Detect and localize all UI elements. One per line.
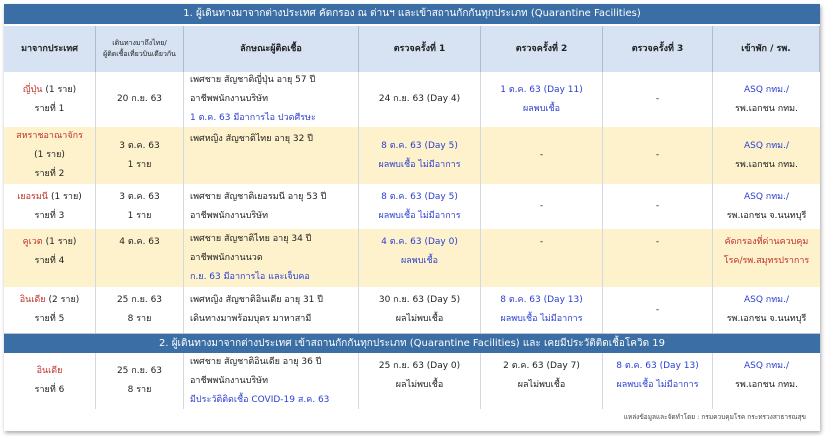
- facility-cell: [713, 287, 820, 333]
- test2-cell: [481, 229, 603, 287]
- test1-date: 8 ต.ค. 63 (Day 5): [381, 191, 458, 202]
- section-2-title: 2. ผู้เดินทางมาจากต่างประเทศ เข้าสถานกักกันทุกประเภท (Quarantine Facilities) และ เคยมีประวัติติดเชื้อโควิด 19: [4, 334, 820, 353]
- profile-line1: เพศชาย สัญชาติอินเดีย อายุ 36 ปี: [190, 356, 322, 367]
- arrival-cell: [96, 353, 184, 409]
- table-row: [4, 229, 820, 288]
- test3-date: -: [655, 94, 660, 104]
- header-origin: มาจากประเทศ: [4, 26, 96, 72]
- facility-asq: ASQ กทม./: [743, 84, 790, 95]
- test2-result: ผลพบเชื้อ ไม่มีอาการ: [500, 314, 583, 324]
- profile-cell: [184, 353, 359, 409]
- facility-hospital: รพ.เอกชน กทม.: [735, 159, 798, 170]
- test3-date: -: [655, 150, 660, 160]
- table-row: [4, 353, 820, 409]
- arrival-cell: [96, 127, 184, 184]
- header-travel-line2: ผู้ติดเชื้อเที่ยวบินเดียวกัน: [103, 50, 176, 58]
- test1-cell: [359, 229, 481, 287]
- arrival-date: 4 ต.ค. 63: [119, 237, 160, 247]
- test1-cell: [359, 72, 481, 127]
- profile-line1: เพศชาย สัญชาติญี่ปุ่น อายุ 57 ปี: [190, 75, 316, 85]
- facility-asq: ASQ กทม./: [743, 140, 790, 151]
- test1-result: ผลพบเชื้อ ไม่มีอาการ: [378, 159, 461, 170]
- test3-date: 8 ต.ค. 63 (Day 13): [616, 361, 699, 371]
- country-name: ญี่ปุ่น: [22, 84, 43, 95]
- header-test3: ตรวจครั้งที่ 3: [603, 26, 713, 72]
- table-header: [4, 26, 820, 73]
- test2-cell: [481, 184, 603, 229]
- profile-line1: เพศหญิง สัญชาติไทย อายุ 32 ปี: [190, 134, 313, 144]
- test3-cell: [603, 127, 713, 184]
- test3-cell: [603, 72, 713, 127]
- facility-asq: ASQ กทม./: [743, 361, 790, 371]
- arrival-date: 3 ต.ค. 63: [119, 140, 160, 151]
- profile-line2: อาชีพพนักงานบริษัท: [190, 375, 269, 386]
- test3-date: -: [655, 237, 660, 247]
- facility-cell: [713, 229, 820, 287]
- test2-cell: [481, 72, 603, 127]
- profile-symptom: ก.ย. 63 มีอาการไอ และเจ็บคอ: [190, 271, 310, 282]
- test3-cell: [603, 184, 713, 229]
- table-row: [4, 287, 820, 334]
- arrival-date: 3 ต.ค. 63: [119, 191, 160, 202]
- arrival-date: 20 ก.ย. 63: [116, 94, 163, 104]
- test2-cell: [481, 287, 603, 333]
- source-footnote: แหล่งข้อมูลและจัดทำโดย : กรมควบคุมโรค กระทรวงสาธารณสุข: [623, 413, 806, 421]
- origin-cell: [4, 229, 96, 287]
- case-count: (2 ราย): [48, 295, 80, 305]
- profile-line1: เพศชาย สัญชาติเยอรมนี อายุ 53 ปี: [190, 191, 327, 202]
- case-number: รายที่ 3: [34, 210, 65, 221]
- test2-result: ผลพบเชื้อ: [522, 103, 561, 114]
- test1-date: 24 ก.ย. 63 (Day 4): [378, 94, 461, 104]
- case-number: รายที่ 6: [34, 385, 65, 395]
- test2-date: -: [539, 237, 544, 247]
- arrival-date: 25 ก.ย. 63: [116, 295, 163, 305]
- origin-cell: [4, 72, 96, 127]
- profile-line2: อาชีพพนักงานนวด: [190, 252, 263, 263]
- test2-date: -: [539, 201, 544, 211]
- facility-cell: [713, 184, 820, 229]
- profile-symptom: 1 ต.ค. 63 มีอาการไอ ปวดศีรษะ: [190, 113, 316, 123]
- profile-cell: [184, 184, 359, 229]
- table-row: [4, 184, 820, 230]
- case-number: รายที่ 4: [34, 256, 65, 266]
- test2-date: 2 ต.ค. 63 (Day 7): [503, 361, 580, 371]
- header-travel: [96, 26, 184, 72]
- table-row: [4, 127, 820, 185]
- profile-line2: อาชีพพนักงานบริษัท: [190, 210, 269, 221]
- test2-date: 1 ต.ค. 63 (Day 11): [500, 84, 583, 95]
- test1-cell: [359, 184, 481, 229]
- test1-cell: [359, 287, 481, 333]
- flight-count: 1 ราย: [127, 210, 152, 221]
- country-name: คูเวต: [22, 237, 43, 247]
- test2-result: ผลไม่พบเชื้อ: [517, 380, 566, 390]
- case-count: (1 ราย): [45, 237, 77, 247]
- test1-result: ผลไม่พบเชื้อ: [395, 314, 444, 324]
- country-name: เยอรมนี: [17, 191, 48, 202]
- profile-history: มีประวัติติดเชื้อ COVID-19 ส.ค. 63: [190, 394, 330, 405]
- test2-date: 8 ต.ค. 63 (Day 13): [500, 295, 583, 305]
- case-count: (1 ราย): [45, 84, 77, 95]
- test1-cell: [359, 353, 481, 409]
- arrival-cell: [96, 184, 184, 229]
- test2-cell: [481, 127, 603, 184]
- facility-hospital: รพ.เอกชน กทม.: [735, 103, 798, 114]
- arrival-cell: [96, 72, 184, 127]
- profile-line1: เพศหญิง สัญชาติอินเดีย อายุ 31 ปี: [190, 295, 323, 305]
- header-profile: ลักษณะผู้ติดเชื้อ: [184, 26, 359, 72]
- flight-count: 1 ราย: [127, 159, 152, 170]
- profile-line2: เดินทางมาพร้อมบุตร มาหาสามี: [190, 314, 312, 324]
- arrival-date: 25 ก.ย. 63: [116, 366, 163, 376]
- test1-date: 4 ต.ค. 63 (Day 0): [381, 237, 458, 247]
- test3-cell: [603, 353, 713, 409]
- test3-cell: [603, 287, 713, 333]
- country-name: สหราชอาณาจักร: [16, 131, 83, 141]
- case-number: รายที่ 5: [34, 314, 65, 324]
- header-facility: เข้าพัก / รพ.: [713, 26, 820, 72]
- case-count: (1 ราย): [34, 150, 65, 160]
- case-count: (1 ราย): [50, 191, 82, 202]
- facility-cell: [713, 353, 820, 409]
- arrival-cell: [96, 229, 184, 287]
- facility-hospital: รพ.เอกชน จ.นนทบุรี: [726, 210, 807, 221]
- case-number: รายที่ 1: [34, 103, 65, 114]
- header-test1: ตรวจครั้งที่ 1: [359, 26, 481, 72]
- test1-date: 30 ก.ย. 63 (Day 5): [378, 295, 461, 305]
- section-1-title: 1. ผู้เดินทางมาจากต่างประเทศ คัดกรอง ณ ด่านฯ และเข้าสถานกักกันทุกประเภท (Quarantine Facilities): [4, 4, 820, 24]
- facility-hospital: โรค/รพ.สมุทรปราการ: [723, 256, 810, 266]
- flight-count: 8 ราย: [127, 314, 152, 324]
- origin-cell: [4, 184, 96, 229]
- profile-line2: อาชีพพนักงานบริษัท: [190, 94, 269, 104]
- test2-date: -: [539, 150, 544, 160]
- test3-date: -: [655, 304, 660, 315]
- case-number: รายที่ 2: [34, 169, 65, 179]
- flight-count: 8 ราย: [127, 385, 152, 395]
- origin-cell: [4, 287, 96, 333]
- profile-cell: [184, 127, 359, 184]
- country-name: อินเดีย: [36, 366, 63, 376]
- table-row: [4, 72, 820, 128]
- test3-result: ผลพบเชื้อ ไม่มีอาการ: [616, 380, 699, 390]
- country-name: อินเดีย: [19, 295, 46, 305]
- arrival-cell: [96, 287, 184, 333]
- facility-screening: คัดกรองที่ด่านควบคุม: [724, 237, 809, 247]
- quarantine-cases-table: [4, 4, 820, 431]
- test3-date: -: [655, 201, 660, 211]
- header-test2: ตรวจครั้งที่ 2: [481, 26, 603, 72]
- test1-cell: [359, 127, 481, 184]
- test1-result: ผลไม่พบเชื้อ: [395, 380, 444, 390]
- origin-cell: [4, 353, 96, 409]
- profile-cell: [184, 72, 359, 127]
- test1-result: ผลพบเชื้อ: [400, 256, 439, 266]
- test1-result: ผลพบเชื้อ ไม่มีอาการ: [378, 210, 461, 221]
- header-travel-line1: เดินทางมาถึงไทย/: [112, 39, 167, 47]
- profile-cell: [184, 287, 359, 333]
- test1-date: 8 ต.ค. 63 (Day 5): [381, 140, 458, 151]
- facility-cell: [713, 72, 820, 127]
- profile-line1: เพศชาย สัญชาติไทย อายุ 34 ปี: [190, 233, 312, 244]
- test1-date: 25 ก.ย. 63 (Day 0): [378, 361, 461, 371]
- test2-cell: [481, 353, 603, 409]
- facility-cell: [713, 127, 820, 184]
- test3-cell: [603, 229, 713, 287]
- origin-cell: [4, 127, 96, 184]
- facility-asq: ASQ กทม./: [743, 191, 790, 202]
- facility-hospital: รพ.เอกชน จ.นนทบุรี: [726, 314, 807, 324]
- facility-asq: ASQ กทม./: [743, 295, 790, 305]
- profile-cell: [184, 229, 359, 287]
- facility-hospital: รพ.เอกชน กทม.: [735, 380, 798, 390]
